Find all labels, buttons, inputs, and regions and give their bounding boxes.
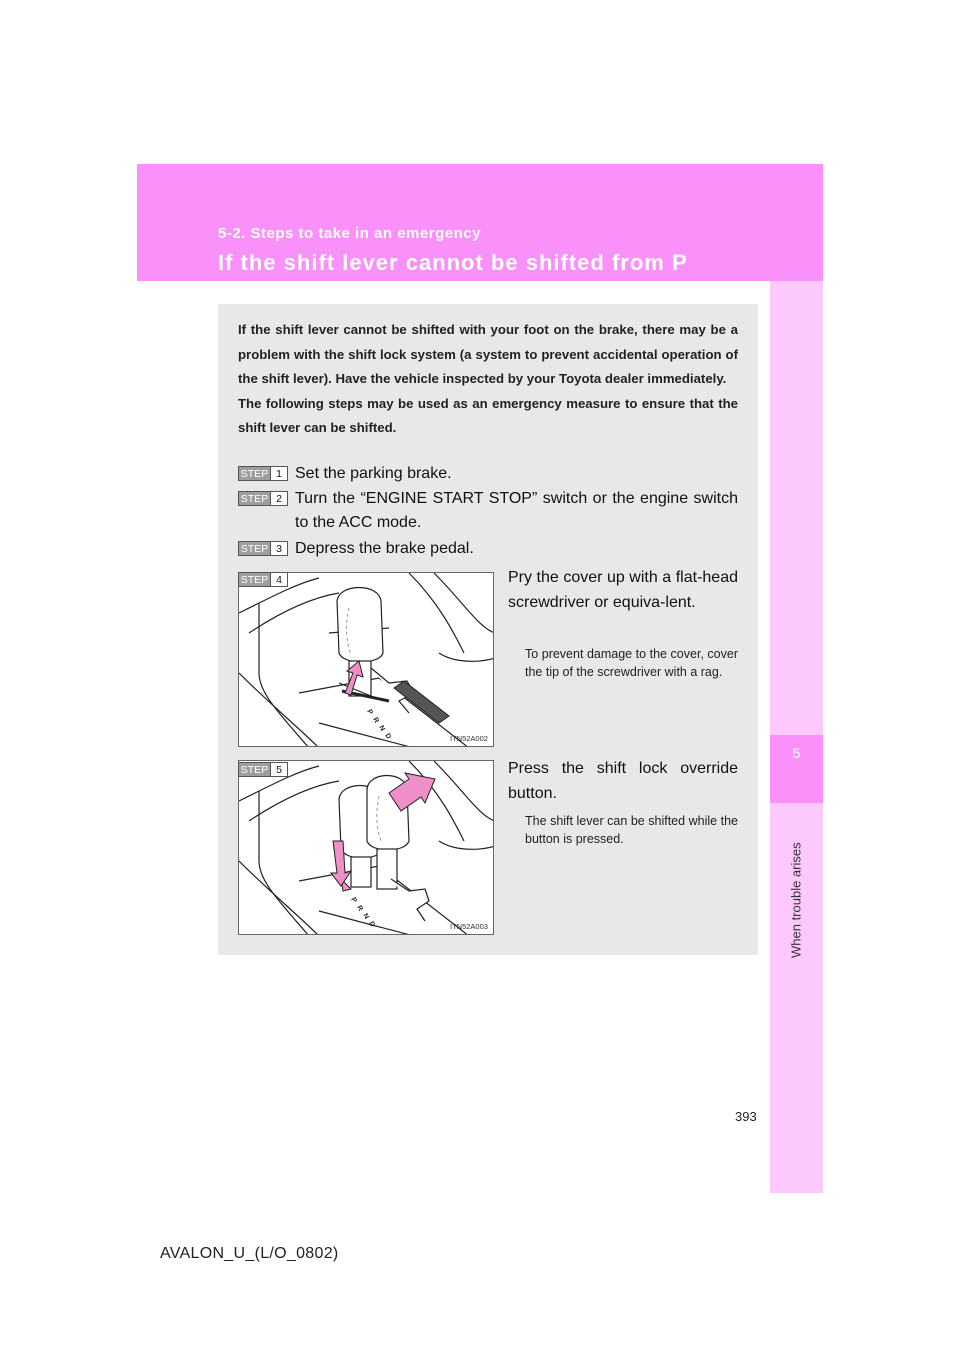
step-1-text: Set the parking brake. <box>295 465 452 482</box>
svg-text:D: D <box>383 732 392 741</box>
step-4-text: Pry the cover up with a flat-head screwdriver or equiva-lent. <box>508 569 738 611</box>
step-label: STEP <box>238 541 271 556</box>
svg-text:P: P <box>365 708 374 717</box>
intro-text <box>238 318 738 441</box>
chapter-title: When trouble arises <box>788 842 804 958</box>
svg-text:R: R <box>371 716 380 725</box>
intro-paragraph-2: The following steps may be used as an emergency measure to ensure that the shift lever can be shifted. <box>238 395 738 435</box>
step-5-note: The shift lever can be shifted while the button is pressed. <box>525 814 738 846</box>
figure-code: ITN52A003 <box>450 922 488 931</box>
page-number: 393 <box>735 1109 757 1124</box>
step-2-badge <box>238 491 288 506</box>
step-1-badge <box>238 466 288 481</box>
step-4-note: To prevent damage to the cover, cover the tip of the screwdriver with a rag. <box>525 647 738 679</box>
svg-text:D: D <box>367 920 376 929</box>
step-number: 4 <box>271 572 288 587</box>
step-4-badge <box>238 572 288 587</box>
figure-code: ITN52A002 <box>450 734 488 743</box>
step-5-badge <box>238 762 288 777</box>
step-number: 3 <box>271 541 288 556</box>
step-3-text: Depress the brake pedal. <box>295 540 474 557</box>
step-number: 2 <box>271 491 288 506</box>
shift-lock-override-illustration <box>239 761 494 935</box>
step-4-figure <box>238 572 494 747</box>
svg-text:N: N <box>361 912 370 921</box>
svg-text:N: N <box>377 724 386 733</box>
step-number: 1 <box>271 466 288 481</box>
step-label: STEP <box>238 491 271 506</box>
chapter-number: 5 <box>792 745 801 761</box>
step-label: STEP <box>238 572 271 587</box>
step-label: STEP <box>238 762 271 777</box>
section-label: 5-2. Steps to take in an emergency <box>218 225 481 242</box>
step-number: 5 <box>271 762 288 777</box>
page-title: If the shift lever cannot be shifted from P <box>218 250 688 275</box>
step-label: STEP <box>238 466 271 481</box>
svg-text:P: P <box>349 896 358 905</box>
intro-paragraph-1: If the shift lever cannot be shifted with your foot on the brake, there may be a problem with the shift lock system (a system to prevent accidental operation of the shift lever). Have the vehicle inspected by your Toyota dealer immediately. <box>238 322 738 386</box>
document-code-footer: AVALON_U_(L/O_0802) <box>160 1245 339 1262</box>
step-5-figure <box>238 760 494 935</box>
shift-lever-cover-illustration <box>239 573 494 747</box>
step-2-text: Turn the “ENGINE START STOP” switch or the engine switch to the ACC mode. <box>295 490 738 531</box>
step-3-badge <box>238 541 288 556</box>
svg-text:R: R <box>355 904 364 913</box>
step-5-text: Press the shift lock override button. <box>508 760 738 802</box>
